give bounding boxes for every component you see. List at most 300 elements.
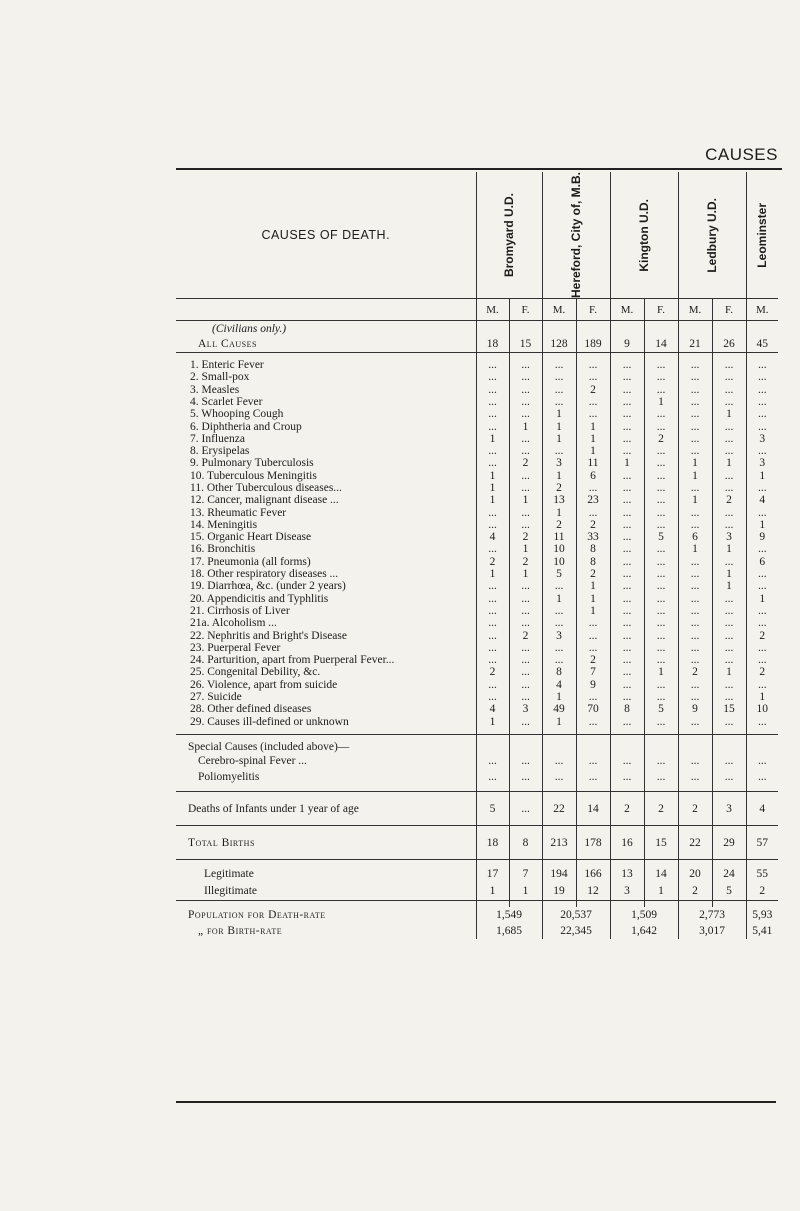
cell: ... (712, 433, 746, 445)
cell: ... (542, 753, 576, 769)
cell: ... (610, 433, 644, 445)
cell: ... (644, 630, 678, 642)
cell: 22,345 (542, 923, 610, 939)
cell: ... (610, 408, 644, 420)
row-label: Illegitimate (176, 882, 476, 900)
cell: ... (644, 605, 678, 617)
row-label: Poliomyelitis (198, 771, 260, 784)
cause-rows (176, 353, 778, 735)
infant-deaths-row (176, 792, 778, 826)
cell: ... (678, 396, 712, 408)
table-row (176, 642, 778, 654)
cell: 4 (476, 703, 509, 715)
cell: 1 (678, 494, 712, 506)
cell: ... (712, 396, 746, 408)
cell: ... (712, 482, 746, 494)
cell: 2 (542, 519, 576, 531)
cell: ... (509, 482, 542, 494)
cell: ... (746, 482, 778, 494)
cell: ... (678, 593, 712, 605)
cell: ... (576, 753, 610, 769)
cell: ... (509, 769, 542, 785)
sex-header: M. (542, 299, 576, 321)
sex-header: M. (678, 299, 712, 321)
cell: ... (610, 519, 644, 531)
cell: 8 (542, 666, 576, 678)
population-birth-rate-row (176, 923, 778, 939)
cell: 2 (644, 433, 678, 445)
cell: 8 (576, 556, 610, 568)
cell: ... (509, 753, 542, 769)
cell: 2 (576, 384, 610, 396)
row-label: 29. Causes ill-defined or unknown (190, 715, 349, 728)
cell: 9 (678, 703, 712, 715)
cell: ... (678, 433, 712, 445)
cell: ... (476, 507, 509, 519)
cell: ... (678, 359, 712, 371)
row-label: 21. Cirrhosis of Liver (190, 604, 290, 617)
cell: 1 (576, 605, 610, 617)
cell: ... (746, 396, 778, 408)
row-label: 17. Pneumonia (all forms) (190, 555, 311, 568)
cell: ... (610, 691, 644, 703)
cell: ... (476, 605, 509, 617)
cell: ... (610, 593, 644, 605)
cell: ... (476, 679, 509, 691)
cell: 6 (576, 470, 610, 482)
cell: ... (746, 617, 778, 629)
cell: 3 (746, 457, 778, 469)
cell: 18 (476, 826, 509, 860)
cell: ... (678, 408, 712, 420)
cell: ... (542, 642, 576, 654)
table-row (176, 753, 778, 769)
cell: ... (576, 716, 610, 728)
cell: 166 (576, 866, 610, 882)
cell: ... (509, 792, 542, 826)
cell: ... (678, 617, 712, 629)
cell: ... (509, 433, 542, 445)
table-row (176, 691, 778, 703)
row-label: 20. Appendicitis and Typhlitis (190, 592, 329, 605)
cell: ... (644, 359, 678, 371)
cell: ... (746, 716, 778, 728)
cell: ... (509, 617, 542, 629)
cell: 2 (576, 654, 610, 666)
cell: 10 (542, 543, 576, 555)
cell: ... (712, 593, 746, 605)
cell: 49 (542, 703, 576, 715)
cell: 3 (509, 703, 542, 715)
cell: ... (678, 384, 712, 396)
cell: 2 (678, 882, 712, 900)
cell: ... (644, 457, 678, 469)
cell: ... (509, 384, 542, 396)
cell: ... (610, 753, 644, 769)
causes-of-death-header: CAUSES OF DEATH. (176, 172, 476, 299)
cell: ... (712, 384, 746, 396)
cell: 2 (576, 568, 610, 580)
cell: ... (712, 556, 746, 568)
table-row (176, 507, 778, 519)
cell: 1 (476, 716, 509, 728)
cell: 7 (509, 866, 542, 882)
cell: 1 (576, 445, 610, 457)
cell: 1 (476, 470, 509, 482)
row-label: 23. Puerperal Fever (190, 641, 281, 654)
cell: ... (644, 408, 678, 420)
cell: 1 (509, 882, 542, 900)
cell: ... (712, 605, 746, 617)
cell: 2 (476, 666, 509, 678)
cell: ... (644, 716, 678, 728)
cell: ... (542, 384, 576, 396)
cell: ... (678, 679, 712, 691)
cell: 2 (476, 556, 509, 568)
cell: ... (746, 679, 778, 691)
cell: ... (509, 666, 542, 678)
table-row (176, 593, 778, 605)
cell: ... (509, 519, 542, 531)
row-label: 13. Rheumatic Fever (190, 506, 287, 519)
cell: ... (712, 679, 746, 691)
cell: ... (644, 580, 678, 592)
cell: ... (712, 753, 746, 769)
bottom-rule (176, 1101, 776, 1103)
cell: ... (576, 769, 610, 785)
table-row (176, 703, 778, 715)
cell: ... (644, 445, 678, 457)
cell: 1 (542, 593, 576, 605)
cell: ... (610, 679, 644, 691)
row-label: 2. Small-pox (190, 371, 250, 384)
cell: ... (746, 605, 778, 617)
cell: ... (509, 359, 542, 371)
cell: ... (476, 642, 509, 654)
cell: ... (509, 470, 542, 482)
cell: ... (476, 445, 509, 457)
cell: 12 (576, 882, 610, 900)
cell: 1,685 (476, 923, 542, 939)
cell: 1 (712, 568, 746, 580)
cell: 8 (576, 543, 610, 555)
cell: ... (476, 617, 509, 629)
cell: 194 (542, 866, 576, 882)
sex-header: M. (610, 299, 644, 321)
cell: 5,41 (746, 923, 778, 939)
row-label: 9. Pulmonary Tuberculosis (190, 457, 314, 470)
cell: 178 (576, 826, 610, 860)
cell: ... (610, 769, 644, 785)
cell: ... (509, 408, 542, 420)
cell: ... (712, 716, 746, 728)
sex-header: F. (644, 299, 678, 321)
cell: ... (712, 691, 746, 703)
table-row (176, 568, 778, 580)
cell: ... (746, 753, 778, 769)
cell: ... (644, 617, 678, 629)
district-header: Hereford, City of, M.B. (568, 172, 583, 299)
cell: 128 (542, 337, 576, 353)
all-causes-row (176, 337, 778, 353)
cell: ... (746, 568, 778, 580)
cell: ... (678, 421, 712, 433)
cell: ... (610, 470, 644, 482)
cell: ... (542, 654, 576, 666)
row-label: Total Births (176, 826, 476, 860)
table-row (176, 384, 778, 396)
cell: ... (509, 716, 542, 728)
cell: ... (476, 580, 509, 592)
cell: 1 (746, 519, 778, 531)
table-row (176, 580, 778, 592)
cell: 1 (712, 666, 746, 678)
table-row (176, 396, 778, 408)
cell: 20,537 (542, 907, 610, 923)
row-label: 3. Measles (190, 383, 240, 396)
cell: ... (576, 642, 610, 654)
cell: 21 (678, 337, 712, 353)
table-row (176, 679, 778, 691)
all-causes-label: All Causes (176, 337, 476, 353)
cell: 1 (476, 494, 509, 506)
cell: 57 (746, 826, 778, 860)
cell: ... (712, 769, 746, 785)
cell: 1 (542, 433, 576, 445)
cell: 4 (746, 494, 778, 506)
row-label: 10. Tuberculous Meningitis (190, 469, 317, 482)
cell: 2 (576, 519, 610, 531)
row-label: 6. Diphtheria and Croup (190, 420, 302, 433)
cell: 15 (644, 826, 678, 860)
cell: ... (644, 769, 678, 785)
cell: ... (644, 556, 678, 568)
row-label: Cerebro-spinal Fever ... (198, 755, 307, 768)
cell: ... (610, 384, 644, 396)
cell: ... (509, 593, 542, 605)
cell: 3 (542, 630, 576, 642)
cell: ... (644, 543, 678, 555)
cell: ... (644, 642, 678, 654)
cell: 11 (576, 457, 610, 469)
cell: 2 (746, 630, 778, 642)
cell: ... (712, 642, 746, 654)
cell: 2 (610, 792, 644, 826)
cell: 1 (610, 457, 644, 469)
cell: ... (678, 482, 712, 494)
cell: 3 (542, 457, 576, 469)
cell: ... (644, 507, 678, 519)
cell: 1 (476, 882, 509, 900)
district-header: Leominster (754, 202, 769, 268)
cell: ... (476, 408, 509, 420)
cell: 2 (509, 457, 542, 469)
cell: 1 (509, 543, 542, 555)
cell: ... (576, 359, 610, 371)
cell: 2 (746, 882, 778, 900)
table-row (176, 371, 778, 383)
cell: 26 (712, 337, 746, 353)
cell: ... (610, 507, 644, 519)
cell: 9 (746, 531, 778, 543)
cell: 2 (542, 482, 576, 494)
cell: ... (678, 691, 712, 703)
row-label: Population for Death-rate (188, 908, 326, 921)
row-label: 11. Other Tuberculous diseases... (190, 481, 342, 494)
table-row (176, 666, 778, 678)
cell: 8 (509, 826, 542, 860)
cell: ... (678, 753, 712, 769)
table-row (176, 654, 778, 666)
cell: ... (678, 568, 712, 580)
cell: ... (509, 396, 542, 408)
cell: 5,93 (746, 907, 778, 923)
row-label: 26. Violence, apart from suicide (190, 678, 338, 691)
cell: ... (712, 371, 746, 383)
cell: ... (644, 421, 678, 433)
cell: 15 (712, 703, 746, 715)
illegitimate-row (176, 882, 778, 900)
cell: ... (509, 371, 542, 383)
cell: 22 (678, 826, 712, 860)
civilians-note-row (176, 321, 778, 337)
cell: 2 (678, 666, 712, 678)
total-births-row (176, 826, 778, 860)
cell: 3,017 (678, 923, 746, 939)
cell: ... (644, 494, 678, 506)
cell: 6 (678, 531, 712, 543)
cell: 1 (542, 408, 576, 420)
cell: ... (678, 654, 712, 666)
cell: ... (610, 359, 644, 371)
cell: ... (610, 445, 644, 457)
cell: 1 (644, 396, 678, 408)
cell: 1 (712, 457, 746, 469)
cell: 9 (610, 337, 644, 353)
table-row (176, 617, 778, 629)
cell: 1 (678, 457, 712, 469)
table-row (176, 769, 778, 785)
cell: 45 (746, 337, 778, 353)
cell: ... (610, 568, 644, 580)
cell: 2 (644, 792, 678, 826)
cell: ... (509, 642, 542, 654)
table-row (176, 531, 778, 543)
cell: ... (509, 679, 542, 691)
row-label: 24. Parturition, apart from Puerperal Fever... (190, 654, 395, 667)
cell: 1 (542, 470, 576, 482)
cell: 1,549 (476, 907, 542, 923)
cell: ... (712, 654, 746, 666)
cell: 1 (678, 543, 712, 555)
cell: ... (678, 371, 712, 383)
cell: ... (712, 359, 746, 371)
district-header: Kington U.D. (636, 198, 651, 272)
cell: 9 (576, 679, 610, 691)
cell: 20 (678, 866, 712, 882)
cell: ... (576, 371, 610, 383)
cell: ... (678, 642, 712, 654)
cell: 1 (542, 716, 576, 728)
cell: 16 (610, 826, 644, 860)
cell: ... (746, 408, 778, 420)
cell: 70 (576, 703, 610, 715)
cell: 11 (542, 531, 576, 543)
table-row (176, 433, 778, 445)
sex-header: F. (576, 299, 610, 321)
cell: 3 (746, 433, 778, 445)
cell: 17 (476, 866, 509, 882)
cell: 4 (542, 679, 576, 691)
cell: ... (509, 654, 542, 666)
cell: ... (746, 769, 778, 785)
cell: 3 (712, 531, 746, 543)
cell: ... (542, 359, 576, 371)
cell: ... (509, 605, 542, 617)
cell: 14 (644, 866, 678, 882)
table-row (176, 457, 778, 469)
cell: ... (678, 605, 712, 617)
cell: ... (678, 507, 712, 519)
cell: 1 (576, 593, 610, 605)
cell: ... (576, 617, 610, 629)
cell: 24 (712, 866, 746, 882)
cell: 1 (712, 580, 746, 592)
cell: ... (746, 445, 778, 457)
cell: ... (644, 568, 678, 580)
cell: 2 (746, 666, 778, 678)
cell: ... (476, 753, 509, 769)
cell: 10 (542, 556, 576, 568)
table-row (176, 494, 778, 506)
sex-header: F. (509, 299, 542, 321)
row-label: „ for Birth-rate (198, 924, 283, 937)
cell: ... (610, 716, 644, 728)
cell: 2 (509, 531, 542, 543)
cell: ... (476, 371, 509, 383)
cell: ... (610, 421, 644, 433)
cell: 2 (509, 556, 542, 568)
cell: 1 (746, 593, 778, 605)
cell: 1 (678, 470, 712, 482)
row-label: 18. Other respiratory diseases ... (190, 568, 339, 581)
cell: 23 (576, 494, 610, 506)
cell: ... (542, 445, 576, 457)
cell: ... (644, 384, 678, 396)
cell: ... (542, 769, 576, 785)
row-label: 28. Other defined diseases (190, 703, 312, 716)
cell: 3 (712, 792, 746, 826)
cell: ... (610, 654, 644, 666)
cell: 29 (712, 826, 746, 860)
cell: 14 (576, 792, 610, 826)
row-label: 16. Bronchitis (190, 543, 256, 556)
table-row (176, 716, 778, 728)
cell: 7 (576, 666, 610, 678)
sex-header-row (176, 299, 778, 321)
district-header: Bromyard U.D. (501, 192, 516, 278)
cell: ... (644, 519, 678, 531)
row-label: 5. Whooping Cough (190, 408, 284, 421)
special-rows (176, 734, 778, 791)
cell: ... (746, 359, 778, 371)
cell: ... (610, 482, 644, 494)
cell: 1 (542, 691, 576, 703)
row-label: 7. Influenza (190, 432, 245, 445)
cell: ... (576, 507, 610, 519)
cell: ... (509, 691, 542, 703)
cell: 13 (610, 866, 644, 882)
